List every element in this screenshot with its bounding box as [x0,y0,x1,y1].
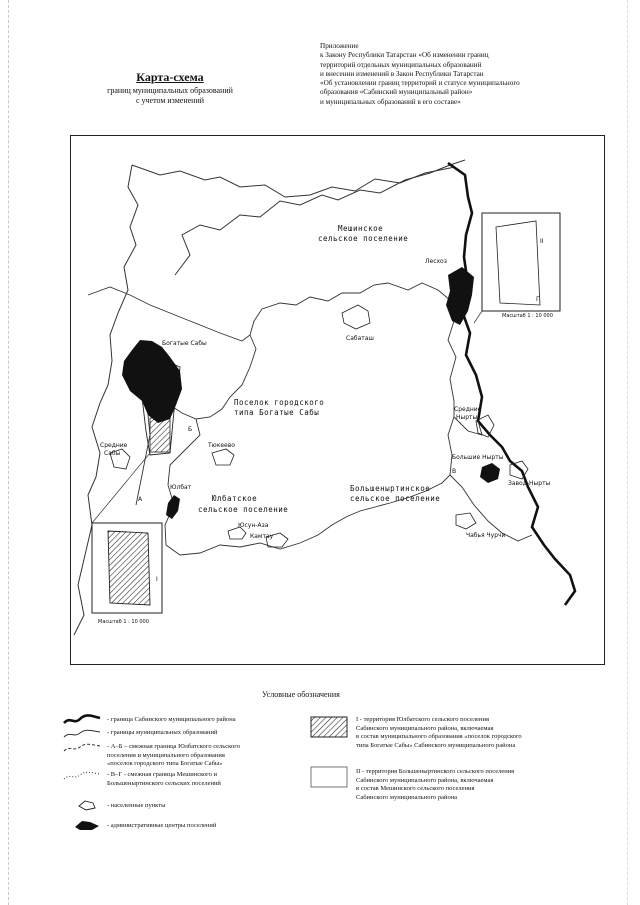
label-meshinskoe: Мешинское [338,224,384,233]
legend-item-admin: - административные центры поселений [107,822,217,829]
legend-item-ab-line: «поселок городского типа Богатые Сабы» [107,760,223,767]
map-subtitle [85,86,255,106]
subtitle-line: с учетом изменений [135,96,205,105]
scan-edge-left [8,0,10,905]
legend-symbol-area-i [310,716,348,738]
label-bolshenyrtinskoe: Большеныртинское [350,484,431,493]
inset-right-scale: Масштаб 1 : 10 000 [502,313,553,319]
legend-item-area-i-line: типа Богатые Сабы» Сабинского муниципального района [356,741,516,749]
admin-center-bogatye-saby [122,340,182,423]
legend-symbol-district [62,714,102,726]
legend-symbol-area-ii [310,766,348,788]
legend-item-vg [107,771,297,788]
appendix-line: территорий отдельных муниципальных образований [320,60,482,69]
legend-symbol-vg [62,770,102,782]
label-bogatye-saby-area-2: типа Богатые Сабы [234,408,320,417]
inset-left-scale: Масштаб 1 : 10 000 [98,619,149,625]
bogatye-saby-hatched [150,418,170,452]
appendix-line: и муниципальных образований в его составе» [320,97,461,106]
label-bolshenyrtinskoe-2: сельское поселение [350,494,441,503]
admin-center-lesxoz [446,267,474,325]
appendix-line: Приложение [320,42,359,50]
inset-left [92,453,162,613]
inset-right [474,213,560,323]
legend-item-district: - граница Сабинского муниципального района [107,716,236,723]
appendix-line: образования «Сабинский муниципальный район» [320,88,473,97]
legend-item-ab [107,743,297,769]
legend-item-area-ii-line: Сабинского муниципального района [356,793,458,801]
admin-center-yulbat [166,495,180,519]
legend-item-settlement: - населенные пункты [107,802,166,809]
place-sredn-saby: Средние [100,442,128,449]
legend-item-ab-line: поселения и муниципального образования [107,751,225,759]
legend-item-area-ii [356,768,581,802]
marker-b: Б [188,426,193,433]
legend-item-municipal: - границы муниципальных образований [107,729,218,736]
marker-g: Г [536,296,540,303]
place-zavod-nyrty: Завод-Нырты [508,480,551,487]
place-yusun-aza: Юсун-Аза [238,522,269,529]
legend-symbol-settlement [76,798,98,812]
place-chabya-churchi: Чабья Чурчи [466,532,506,539]
legend-item-area-i [356,716,581,750]
place-tyukeevo: Тюкеево [208,442,235,449]
appendix-line: и внесении изменений в Закон Республики Татарстан [320,69,484,78]
legend-item-area-ii-line: Сабинского муниципального района, включаемая [356,776,494,784]
map-canvas [70,135,605,665]
legend-title: Условные обозначения [262,690,340,699]
marker-a: А [138,496,143,503]
subtitle-line: границ муниципальных образований [107,86,233,95]
place-lesxoz: Лесхоз [425,258,447,265]
label-yulbatskoe-2: сельское поселение [198,505,289,514]
legend-symbol-admin [72,818,102,832]
appendix-line: «Об установлении границ территорий и статусе муниципального [320,79,520,88]
label-meshinskoe-2: сельское поселение [318,234,409,243]
legend-symbol-municipal [62,728,102,740]
marker-i: I [156,576,158,583]
settlement-chabya-churchi [456,513,476,529]
legend-item-vg-line: - В–Г - смежная граница Мешинского и [107,771,218,778]
appendix-note [320,42,610,107]
admin-center-bolshie-nyrty [480,463,500,483]
settlement-sabatash [342,305,370,329]
place-sredn-nyrty-2: Нырты [456,414,478,421]
legend-item-area-i-line: Сабинского муниципального района, включаемая [356,724,494,732]
legend-item-ab-line: - А–Б – смежная граница Юлбатского сельского [107,743,240,750]
marker-v: В [452,468,457,475]
marker-ii: II [540,238,544,245]
legend-item-area-ii-line: в состав Мешинского сельского поселения [356,785,475,792]
settlement-tyukeevo [212,449,234,465]
place-sabatash: Сабаташ [346,335,374,342]
label-bogatye-saby-area: Поселок городского [234,398,325,407]
place-yulbat: Юлбат [170,484,192,491]
place-sredn-nyrty: Средние [454,406,482,413]
label-yulbatskoe: Юлбатское [212,494,258,503]
scan-edge-right [627,0,629,905]
legend-symbol-ab [62,742,102,754]
boundary-meshinskoe-south [88,283,450,341]
map-title: Карта-схема [136,70,204,84]
place-bolshie-nyrty: Большие Нырты [452,454,504,461]
legend-item-area-i-line: I - территория Юлбатского сельского поселения [356,716,489,723]
legend-item-vg-line: Большеныртинского сельских поселений [107,779,221,787]
place-bogatye-saby: Богатые Сабы [162,340,207,347]
place-kamtau: Камтау [250,533,274,540]
legend-item-area-ii-line: II - территория Большеныртинского сельского поселения [356,768,515,775]
appendix-line: к Закону Республики Татарстан «Об изменении границ [320,51,489,60]
place-sredn-saby-2: Сабы [104,450,121,457]
legend-item-area-i-line: в состав муниципального образования «поселок городского [356,733,522,740]
